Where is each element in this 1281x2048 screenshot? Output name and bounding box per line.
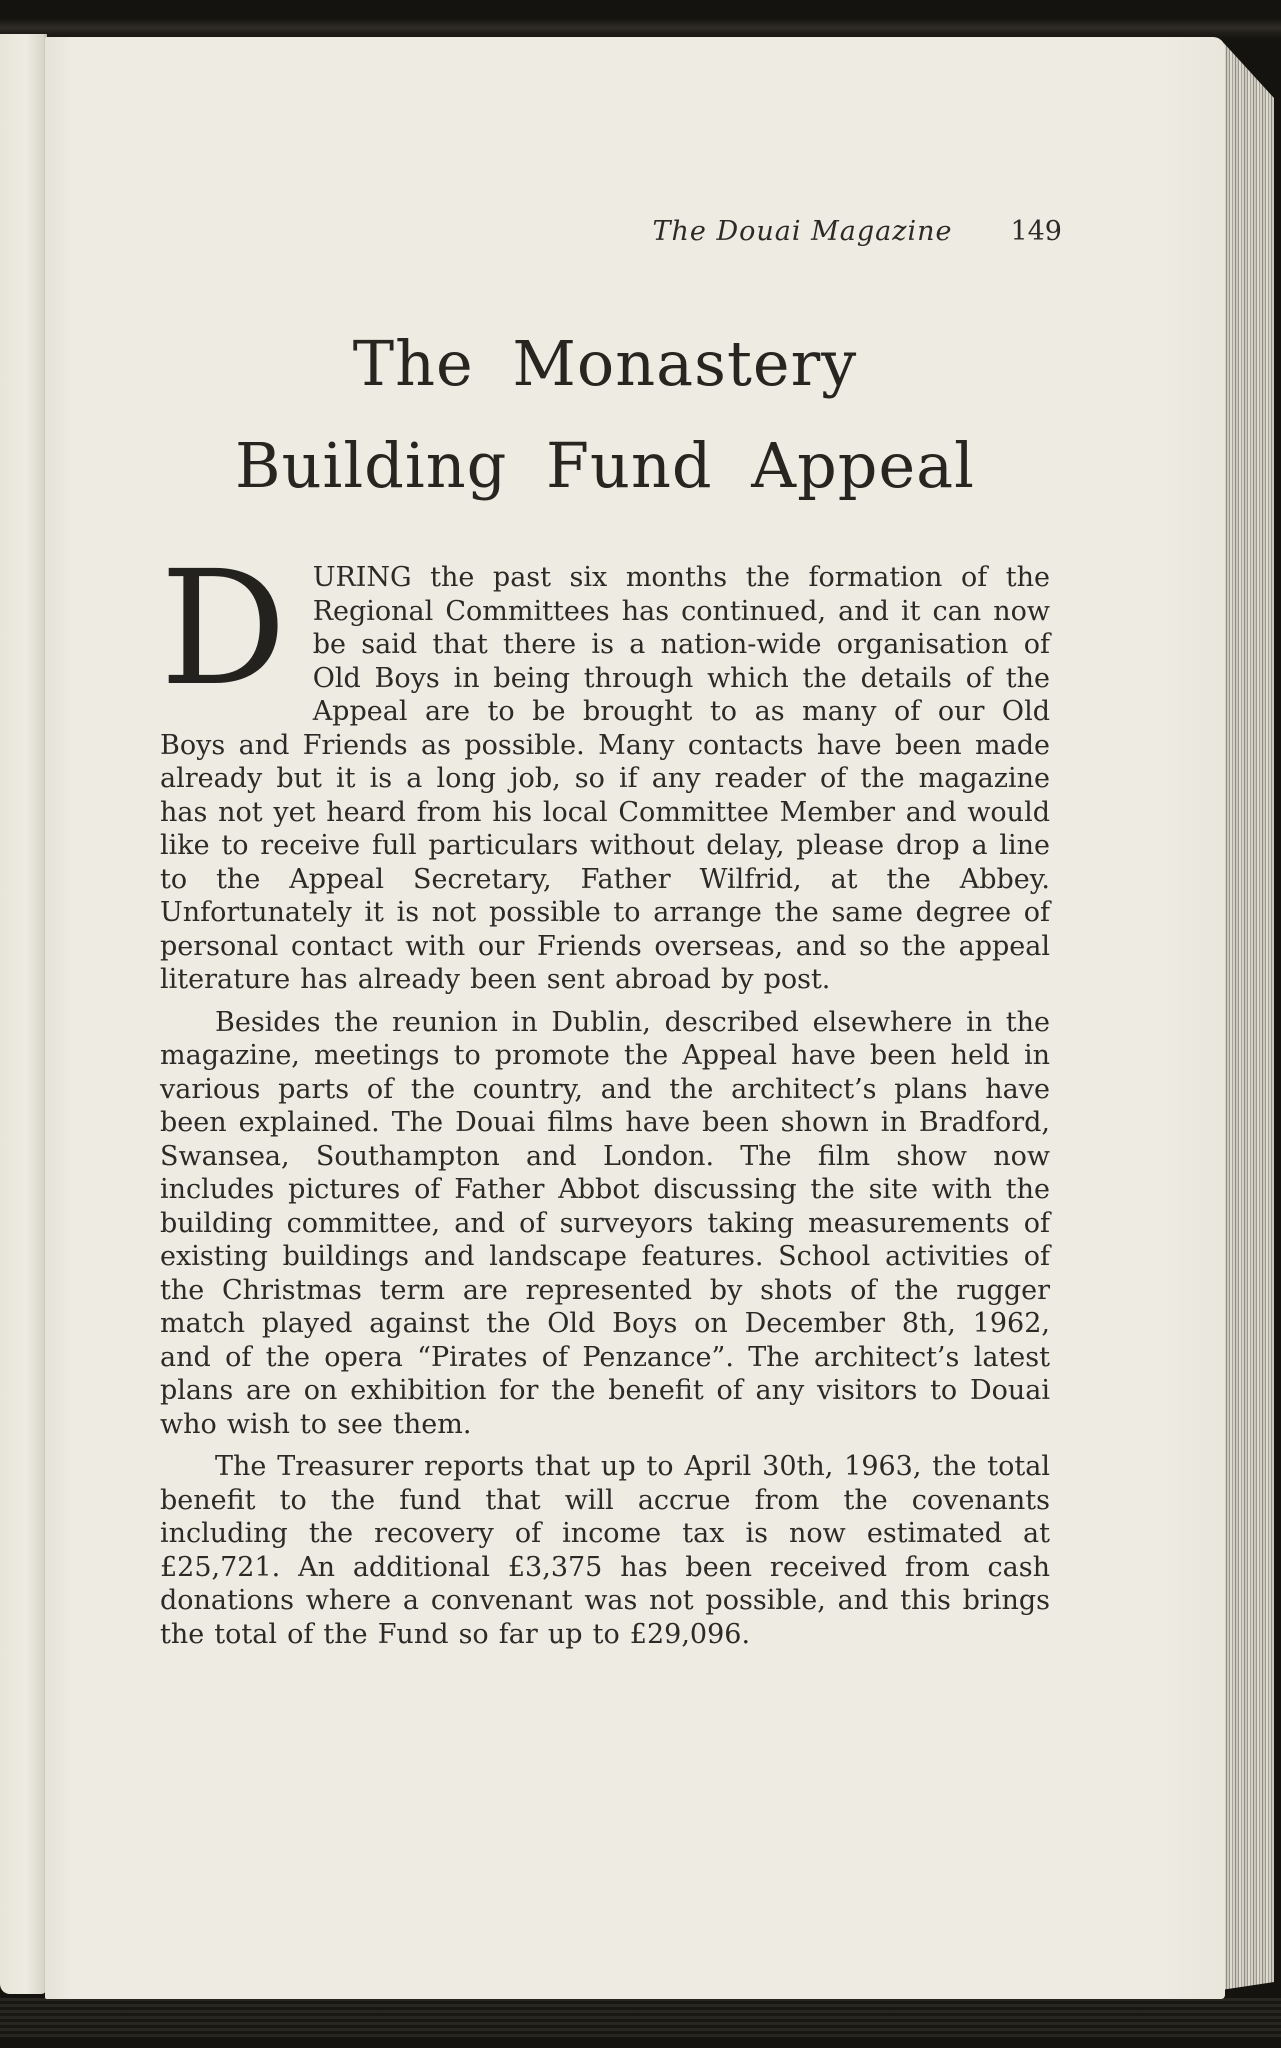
adjacent-page-sliver xyxy=(0,34,47,1994)
paragraph-1 xyxy=(160,537,1050,997)
article-title xyxy=(160,313,1050,517)
paragraph-2: Besides the reunion in Dublin, described elsewhere in the magazine, meetings to promote the Appeal have been held in various parts of the country, and the architect’s plans have been explained. The Douai films have been shown in Bradford, Swansea, Southampton and London. The film show now includes pictures of Father Abbot discussing the site with the building committee, and of surveyors taking measurements of existing buildings and landscape features. School activities of the Christmas term are represented by shots of the rugger match played against the Old Boys on December 8th, 1962, and of the opera “Pirates of Penzance”. The architect’s latest plans are on exhibition for the benefit of any visitors to Douai who wish to see them. xyxy=(160,1006,1050,1440)
page-number: 149 xyxy=(1010,216,1062,247)
journal-title: The Douai Magazine xyxy=(652,216,953,247)
book-cover-bottom-ridge xyxy=(0,1998,1281,2038)
running-head xyxy=(653,217,1062,247)
article-title-line-1: The Monastery xyxy=(352,327,858,400)
paragraph-3: The Treasurer reports that up to April 30th, 1963, the total benefit to the fund that will accrue from the covenants including the recovery of income tax is now estimated at £25,721. An additional £3,375 has been received from cash donations where a convenant was not possible, and this brings the total of the Fund so far up to £29,096. xyxy=(160,1451,1050,1650)
article-title-line-2: Building Fund Appeal xyxy=(235,429,975,502)
fore-edge-page-stack xyxy=(1221,40,1274,1990)
paragraph-1-text: URING the past six months the formation of the Regional Committees has continued, and it can now be said that there is a nation-wide organisation of Old Boys in being through which the details of the Appeal are to be brought to as many of our Old Boys and Friends as possible. Many contacts have been made already but it is a long job, so if any reader of the magazine has not yet heard from his local Committee Member and would like to receive full particulars without delay, please drop a line to the Appeal Secretary, Father Wilfrid, at the Abbey. Unfortunately it is not possible to arrange the same degree of personal contact with our Friends overseas, and so the appeal literature has already been sent abroad by post. xyxy=(160,562,1050,995)
magazine-page xyxy=(45,37,1225,1999)
article-body xyxy=(160,537,1050,1660)
drop-cap: D xyxy=(160,537,287,721)
